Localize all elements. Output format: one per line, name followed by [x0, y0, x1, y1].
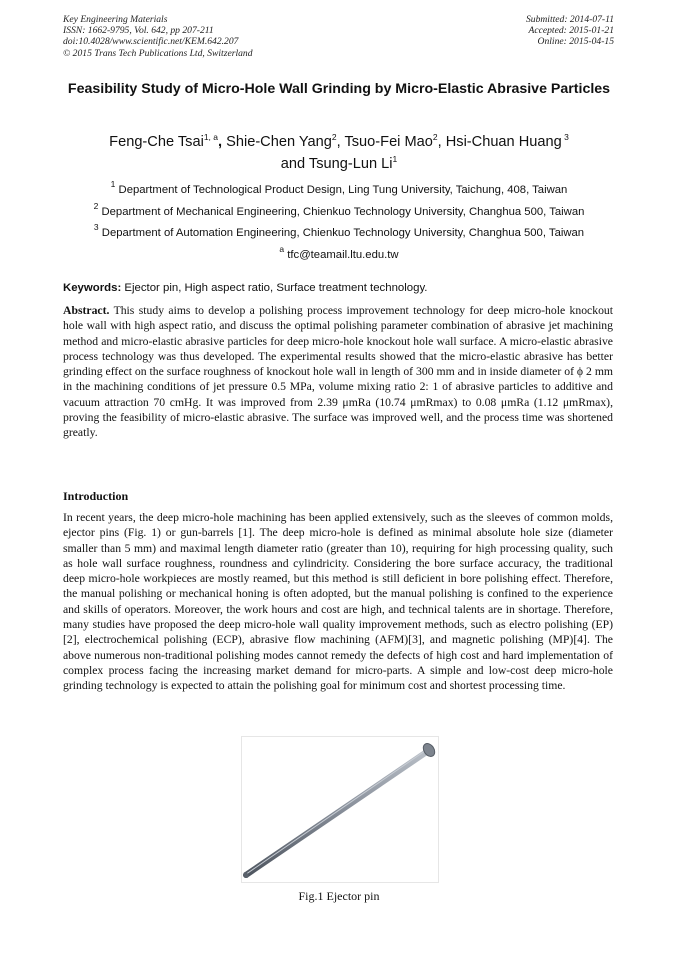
author-name: Tsung-Lun Li: [305, 156, 393, 172]
paper-title: Feasibility Study of Micro-Hole Wall Grinding by Micro-Elastic Abrasive Particles: [67, 81, 611, 97]
keywords-text: Ejector pin, High aspect ratio, Surface treatment technology.: [121, 282, 428, 294]
affiliation-sup: 3: [93, 222, 99, 232]
author-separator: ,: [336, 134, 341, 150]
ejector-pin-image: [242, 737, 438, 882]
author-separator: ,: [218, 134, 223, 150]
affiliation-text: Department of Mechanical Engineering, Chienkuo Technology University, Changhua 500, Taiwan: [98, 206, 585, 218]
keywords-line: [63, 282, 427, 294]
corresponding-email: [60, 244, 618, 262]
author-separator: ,: [437, 134, 442, 150]
affiliation-1: [60, 179, 618, 197]
affiliation-text: Department of Automation Engineering, Chienkuo Technology University, Changhua 500, Taiwan: [98, 227, 585, 239]
author-name: Feng-Che Tsai: [109, 134, 204, 150]
submitted-date: Submitted: 2014-07-11: [525, 14, 614, 25]
affiliation-sup: 1: [110, 179, 116, 189]
author-affil-sup: 2: [331, 132, 337, 142]
author-and: and: [280, 156, 306, 172]
introduction-heading: Introduction: [63, 489, 129, 503]
journal-header-left: [63, 14, 253, 59]
email-text: tfc@teamail.ltu.edu.tw: [284, 249, 399, 261]
author-affil-sup: 2: [432, 132, 438, 142]
pin-shaft: [246, 751, 428, 875]
copyright-line: © 2015 Trans Tech Publications Ltd, Switzerland: [63, 47, 253, 59]
author-name: Shie-Chen Yang: [222, 134, 332, 150]
author-list: [60, 131, 618, 175]
abstract-text: This study aims to develop a polishing process improvement technology for deep micro-hole knockout hole wall with high aspect ratio, and discuss the optimal polishing parameter combination of abrasive jet machining method and micro-elastic abrasive particles for deep micro-hole knockout hole wall surface. A micro-elastic abrasive process technology was thus developed. The experimental results showed that the micro-elastic abrasive has better grinding effect on the surface roughness of knockout hole wall in length of 300 mm and in inside diameter of ϕ 2 mm in the machining conditions of jet pressure 0.5 MPa, volume mixing ratio 2: 1 of abrasive particles to additive and vacuum attraction 70 cmHg. It was improved from 2.39 μmRa (10.74 μmRmax) to 0.08 μmRa (1.12 μmRmax), proving the feasibility of micro-elastic abrasive. The surface was improved well, and the process time was shortened greatly.: [63, 304, 613, 440]
journal-name: Key Engineering Materials: [63, 14, 168, 25]
doi-line: doi:10.4028/www.scientific.net/KEM.642.207: [63, 36, 239, 48]
accepted-date: Accepted: 2015-01-21: [528, 25, 614, 37]
author-affil-sup: 3: [561, 132, 569, 142]
affiliation-sup: 2: [93, 201, 99, 211]
figure-1: [241, 736, 439, 883]
issn-line: ISSN: 1662-9795, Vol. 642, pp 207-211: [63, 25, 214, 37]
author-name: Tsuo-Fei Mao: [340, 134, 433, 150]
online-date: Online: 2015-04-15: [537, 36, 614, 48]
journal-header-right: [526, 14, 614, 48]
affiliation-2: [60, 201, 618, 219]
abstract-paragraph: [63, 303, 613, 441]
affiliation-3: [60, 222, 618, 240]
affiliation-text: Department of Technological Product Design, Ling Tung University, Taichung, 408, Taiwan: [115, 184, 568, 196]
abstract-label: Abstract.: [63, 304, 110, 317]
author-name: Hsi-Chuan Huang: [441, 134, 562, 150]
email-sup: a: [279, 244, 285, 254]
figure-caption: Fig.1 Ejector pin: [298, 889, 380, 903]
pin-highlight: [247, 750, 427, 874]
keywords-label: Keywords:: [63, 282, 122, 294]
author-affil-sup: 1, a: [203, 132, 218, 142]
author-affil-sup: 1: [392, 154, 398, 164]
introduction-paragraph: In recent years, the deep micro-hole machining has been applied extensively, such as the sleeves of common molds, ejector pins (Fig. 1) or gun-barrels [1]. The deep micro-hole is defined as minimal absolute hole size (diameter smaller than 5 mm) and maximal length diameter ratio (greater than 10), requiring for high processing quality, such as hole wall surface roughness, roundness and cylindricity. Considering the bore surface accuracy, the traditional deep micro-hole workpieces are mostly reamed, but this method is still deficient in bore polishing effect. Therefore, the manual polishing or mechanical honing is often adopted, but the manual polishing is confined to the experience and skills of operators. Moreover, the work hours and cost are high, and technical talents are in shortage. Therefore, many studies have proposed the deep micro-hole wall quality improvement methods, such as electro polishing (EP)[2], electrochemical polishing (ECP), abrasive flow machining (AFM)[3], and magnetic polishing (MP)[4]. The above numerous non-traditional polishing modes cannot remedy the defects of high cost and hard implementation of complex process facing the increasing market demand for micro-parts. A simple and low-cost deep micro-hole grinding technology is expected to attain the polishing goal for minimum cost and shortest processing time.: [63, 511, 613, 693]
